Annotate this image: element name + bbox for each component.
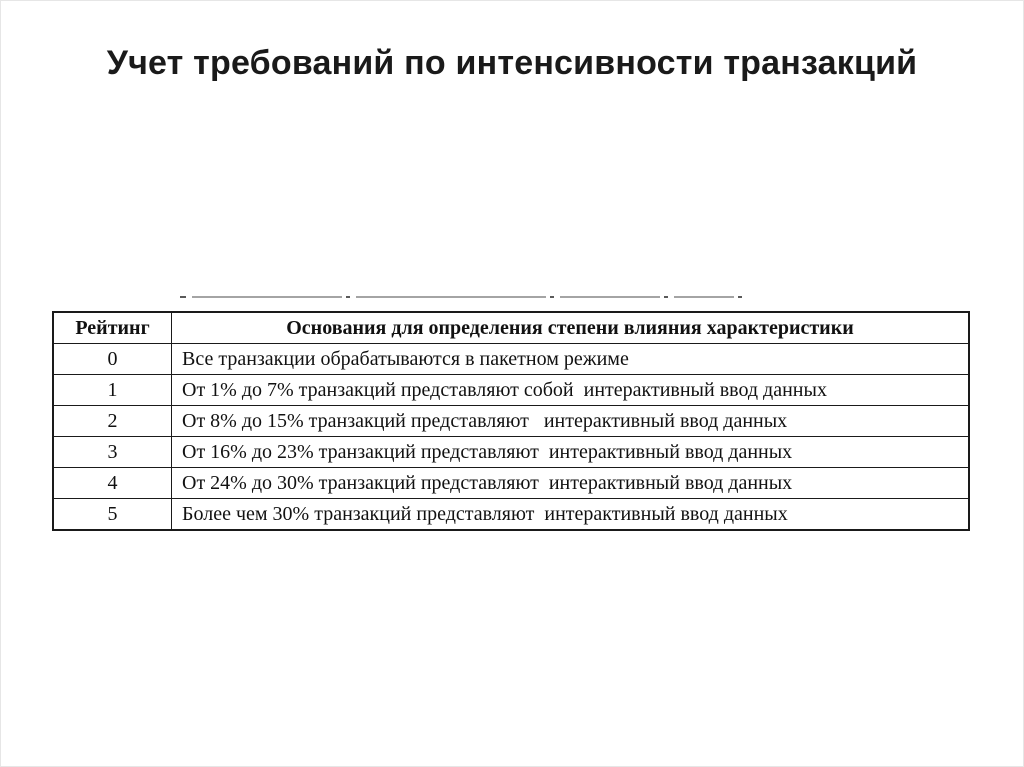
description-cell: От 16% до 23% транзакций представляют интерактивный ввод данных [172, 437, 970, 468]
scan-artifact-line [180, 294, 745, 300]
table-row [53, 406, 969, 437]
table-row [53, 375, 969, 406]
table-row [53, 499, 969, 531]
rating-cell: 1 [53, 375, 172, 406]
description-cell: Более чем 30% транзакций представляют интерактивный ввод данных [172, 499, 970, 531]
rating-cell: 4 [53, 468, 172, 499]
table-row [53, 468, 969, 499]
table-row [53, 344, 969, 375]
table-row [53, 437, 969, 468]
description-cell: От 1% до 7% транзакций представляют собой интерактивный ввод данных [172, 375, 970, 406]
rating-cell: 5 [53, 499, 172, 531]
table-header-row [53, 312, 969, 344]
header-basis: Основания для определения степени влияния характеристики [172, 312, 970, 344]
ratings-table [52, 311, 970, 531]
header-rating: Рейтинг [53, 312, 172, 344]
rating-cell: 2 [53, 406, 172, 437]
description-cell: От 24% до 30% транзакций представляют интерактивный ввод данных [172, 468, 970, 499]
rating-cell: 3 [53, 437, 172, 468]
slide-title: Учет требований по интенсивности транзакций [106, 44, 918, 82]
description-cell: Все транзакции обрабатываются в пакетном режиме [172, 344, 970, 375]
rating-cell: 0 [53, 344, 172, 375]
description-cell: От 8% до 15% транзакций представляют интерактивный ввод данных [172, 406, 970, 437]
